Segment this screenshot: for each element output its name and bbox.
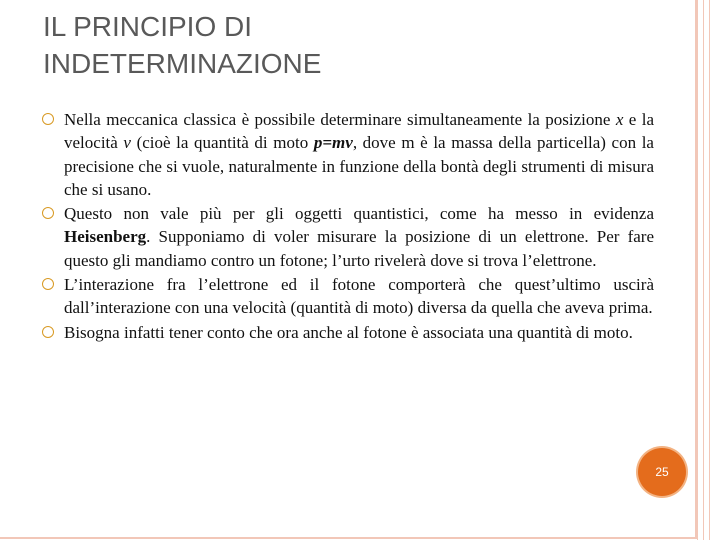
bullet-item: [42, 108, 654, 201]
bullet-item: [42, 202, 654, 272]
bullet-text: Questo non vale più per gli oggetti quantistici, come ha messo in evidenza: [64, 204, 654, 224]
bullet-text: Bisogna infatti tener conto che ora anche al fotone è associata una quantità di moto.: [64, 322, 633, 342]
bullet-item: [42, 273, 654, 320]
name-heisenberg: Heisenberg: [64, 227, 147, 247]
bullet-text: . Supponiamo di voler misurare la posizione di un elettrone. Per fare questo gli mandiamo contro un fotone; l’urto rivelerà dove si trova l’elettrone.: [64, 227, 654, 270]
symbol-v: v: [123, 133, 131, 153]
title-line-1: IL PRINCIPIO DI: [43, 11, 253, 42]
bullet-item: [42, 321, 654, 344]
bullet-list: [42, 108, 654, 345]
page-number: 25: [655, 465, 669, 479]
page-number-badge: [638, 448, 686, 496]
ring-bullet-icon: [42, 207, 54, 219]
frame-line: [703, 0, 704, 540]
bullet-text: e la velocità: [64, 110, 654, 153]
ring-bullet-icon: [42, 326, 54, 338]
symbol-x: x: [615, 110, 624, 129]
formula-momentum: p=mv: [313, 133, 353, 153]
bullet-text: (cioè la quantità di moto: [130, 133, 314, 153]
slide-title: [43, 8, 643, 82]
frame-line: [697, 0, 698, 540]
bullet-text: Nella meccanica classica è possibile determinare simultaneamente la posizione: [64, 110, 616, 129]
ring-bullet-icon: [42, 113, 54, 125]
bullet-text: , dove m è la massa della particella) con la precisione che si vuole, naturalmente in funzione della bontà degli strumenti di misura che si usano.: [64, 133, 654, 199]
title-line-2: INDETERMINAZIONE: [43, 48, 322, 79]
frame-line: [709, 0, 710, 540]
frame-bottom-line: [0, 537, 697, 539]
ring-bullet-icon: [42, 278, 54, 290]
bullet-text: L’interazione fra l’elettrone ed il fotone comporterà che quest’ultimo uscirà dall’interazione con una velocità (quantità di moto) diversa da quella che aveva prima.: [64, 275, 654, 318]
